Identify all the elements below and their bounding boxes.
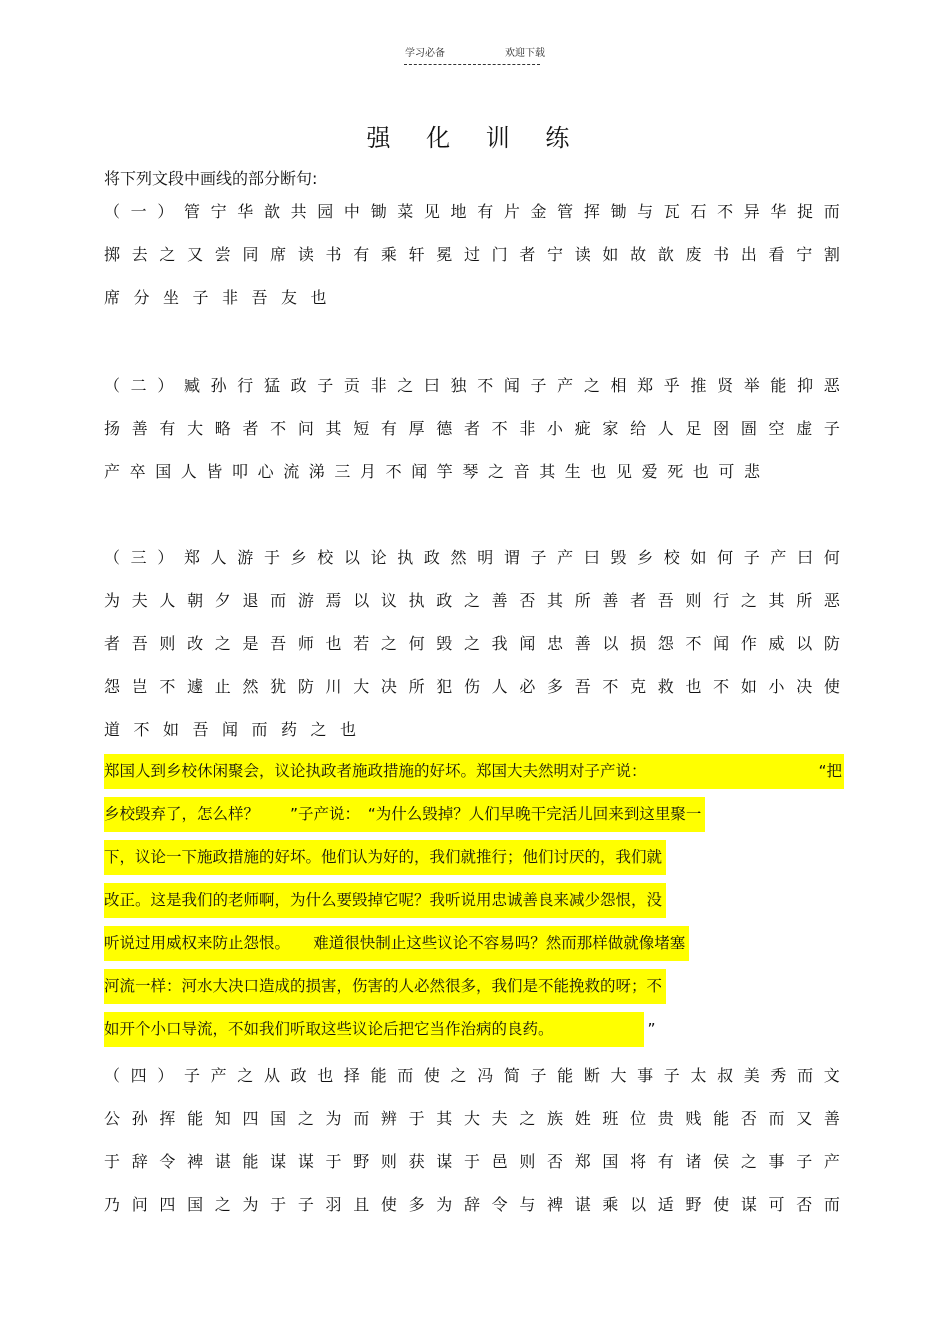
passage-line: 扬 善 有 大 略 者 不 问 其 短 有 厚 德 者 不 非 小 疵 家 给 人 足 囹 圄 空 虚 子 <box>104 419 840 438</box>
translation-block <box>104 754 844 1055</box>
passage-line: （ 二 ） 臧 孙 行 猛 政 子 贡 非 之 曰 独 不 闻 子 产 之 相 郑 乎 推 贤 举 能 抑 恶 <box>104 376 840 395</box>
page-header <box>405 44 545 59</box>
passage-3 <box>104 536 840 751</box>
passage-4 <box>104 1054 840 1226</box>
page-title: 强 化 训 练 <box>366 124 584 152</box>
translation-line: 改正。这是我们的老师啊，为什么要毁掉它呢？我听说用忠诚善良来减少怨恨，没 <box>104 883 666 918</box>
header-left-text: 学习必备 <box>405 48 445 59</box>
passage-line: 掷 去 之 又 尝 同 席 读 书 有 乘 轩 冕 过 门 者 宁 读 如 故 歆 废 书 出 看 宁 割 <box>104 245 840 264</box>
header-right-text: 欢迎下载 <box>505 48 545 59</box>
instruction-text: 将下列文段中画线的部分断句: <box>104 169 318 188</box>
passage-line: 道不如吾闻而药之也 <box>104 720 370 739</box>
translation-text: 郑国人到乡校休闲聚会，议论执政者施政措施的好坏。郑国大夫然明对子产说： <box>104 762 647 780</box>
passage-line: 乃 问 四 国 之 为 于 子 羽 且 使 多 为 辞 令 与 裨 谌 乘 以 适 野 使 谋 可 否 而 <box>104 1195 840 1214</box>
passage-line: 席分坐子非吾友也 <box>104 288 341 307</box>
passage-line: 者 吾 则 改 之 是 吾 师 也 若 之 何 毁 之 我 闻 忠 善 以 损 怨 不 闻 作 威 以 防 <box>104 634 840 653</box>
passage-1 <box>104 190 840 319</box>
translation-tail: “把 <box>818 762 842 780</box>
translation-line: 听说过用威权来防止怨恨。 难道很快制止这些议论不容易吗？然而那样做就像堵塞 <box>104 926 689 961</box>
passage-line: 产卒国人皆叩心流涕三月不闻竽琴之音其生也见爱死也可悲 <box>104 462 770 481</box>
passage-line: （ 一 ） 管 宁 华 歆 共 园 中 锄 菜 见 地 有 片 金 管 挥 锄 与 瓦 石 不 异 华 捉 而 <box>104 202 840 221</box>
passage-line: 为 夫 人 朝 夕 退 而 游 焉 以 议 执 政 之 善 否 其 所 善 者 吾 则 行 之 其 所 恶 <box>104 591 840 610</box>
passage-line: 怨 岂 不 遽 止 然 犹 防 川 大 决 所 犯 伤 人 必 多 吾 不 克 救 也 不 如 小 决 使 <box>104 677 840 696</box>
translation-line <box>104 754 844 789</box>
passage-2 <box>104 364 840 493</box>
translation-line: 河流一样：河水大决口造成的损害，伤害的人必然很多，我们是不能挽救的呀；不 <box>104 969 666 1004</box>
translation-line: 乡校毁弃了，怎么样？ ”子产说： “为什么毁掉？人们早晚干完活儿回来到这里聚一 <box>104 797 705 832</box>
passage-line: 公 孙 挥 能 知 四 国 之 为 而 辨 于 其 大 夫 之 族 姓 班 位 贵 贱 能 否 而 又 善 <box>104 1109 840 1128</box>
translation-line: 如开个小口导流，不如我们听取这些议论后把它当作治病的良药。 <box>104 1012 644 1047</box>
translation-end-quote: ” <box>647 1020 656 1038</box>
passage-line: （ 四 ） 子 产 之 从 政 也 择 能 而 使 之 冯 简 子 能 断 大 事 子 太 叔 美 秀 而 文 <box>104 1066 840 1085</box>
passage-line: （ 三 ） 郑 人 游 于 乡 校 以 论 执 政 然 明 谓 子 产 曰 毁 乡 校 如 何 子 产 曰 何 <box>104 548 840 567</box>
passage-line: 于 辞 令 裨 谌 能 谋 谋 于 野 则 获 谋 于 邑 则 否 郑 国 将 有 诸 侯 之 事 子 产 <box>104 1152 840 1171</box>
header-divider <box>404 64 540 65</box>
translation-line: 下，议论一下施政措施的好坏。他们认为好的，我们就推行；他们讨厌的，我们就 <box>104 840 666 875</box>
